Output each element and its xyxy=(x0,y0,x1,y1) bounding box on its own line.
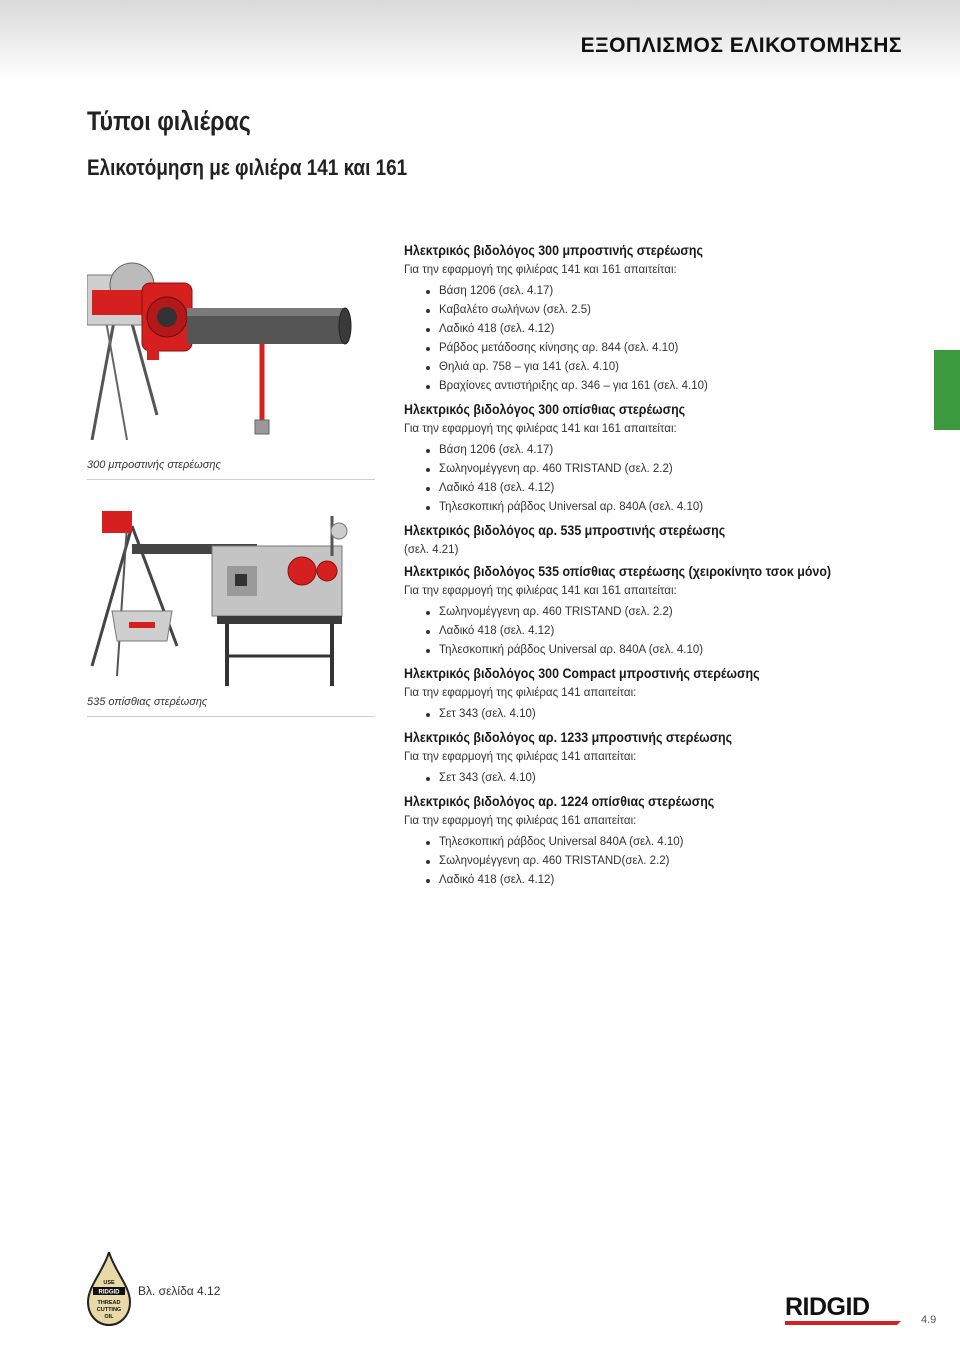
machine-section-intro: (σελ. 4.21) xyxy=(404,544,459,556)
machine-section-title: Ηλεκτρικός βιδολόγος αρ. 1224 οπίσθιας στερέωσης xyxy=(404,794,715,809)
requirement-list xyxy=(404,769,884,788)
machine-section-intro: Για την εφαρμογή της φιλιέρας 141 απαιτείται: xyxy=(404,687,637,699)
machine-requirements-list xyxy=(404,243,884,896)
list-item: Τηλεσκοπική ράβδος Universal αρ. 840A (σελ. 4.10) xyxy=(404,498,884,517)
figure-caption-1: 300 μπροστινής στερέωσης xyxy=(87,459,375,480)
machine-section xyxy=(404,564,884,660)
machine-section xyxy=(404,243,884,396)
list-item: Ράβδος μετάδοσης κίνησης αρ. 844 (σελ. 4.10) xyxy=(404,339,884,358)
page-title: Τύποι φιλιέρας xyxy=(87,106,251,136)
list-item: Σωληνομέγγενη αρ. 460 TRISTAND (σελ. 2.2) xyxy=(404,603,884,622)
see-page-reference: Βλ. σελίδα 4.12 xyxy=(138,1284,221,1298)
chapter-tab xyxy=(934,350,960,430)
oil-badge-line: CUTTING xyxy=(96,1307,122,1313)
product-photo-300-front xyxy=(87,245,352,440)
list-item: Τηλεσκοπική ράβδος Universal αρ. 840A (σελ. 4.10) xyxy=(404,641,884,660)
list-item: Σωληνομέγγενη αρ. 460 TRISTAND (σελ. 2.2) xyxy=(404,460,884,479)
requirement-list xyxy=(404,441,884,517)
machine-section-title: Ηλεκτρικός βιδολόγος 300 μπροστινής στερέωσης xyxy=(404,243,703,258)
list-item: Βάση 1206 (σελ. 4.17) xyxy=(404,441,884,460)
requirement-list xyxy=(404,705,884,724)
oil-badge-line: THREAD xyxy=(97,1300,121,1306)
oil-badge-line: USE xyxy=(103,1280,115,1286)
oil-badge-line: OIL xyxy=(104,1314,114,1320)
list-item: Σετ 343 (σελ. 4.10) xyxy=(404,769,884,788)
list-item: Λαδικό 418 (σελ. 4.12) xyxy=(404,871,884,890)
list-item: Τηλεσκοπική ράβδος Universal 840A (σελ. 4.10) xyxy=(404,833,884,852)
machine-section xyxy=(404,794,884,890)
list-item: Σωληνομέγγενη αρ. 460 TRISTAND(σελ. 2.2) xyxy=(404,852,884,871)
product-photo-535-rear xyxy=(87,496,352,686)
machine-section xyxy=(404,402,884,517)
page-number: 4.9 xyxy=(921,1314,937,1326)
machine-section-intro: Για την εφαρμογή της φιλιέρας 141 και 161 απαιτείται: xyxy=(404,423,677,435)
machine-section xyxy=(404,666,884,724)
list-item: Λαδικό 418 (σελ. 4.12) xyxy=(404,320,884,339)
svg-text:RIDGID: RIDGID xyxy=(785,1293,870,1321)
machine-section-intro: Για την εφαρμογή της φιλιέρας 141 και 161 απαιτείται: xyxy=(404,264,677,276)
machine-section xyxy=(404,730,884,788)
section-header-title: ΕΞΟΠΛΙΣΜΟΣ ΕΛΙΚΟΤΟΜΗΣΗΣ xyxy=(580,34,902,57)
ridgid-logo xyxy=(783,1290,903,1326)
machine-section-title: Ηλεκτρικός βιδολόγος αρ. 1233 μπροστινής στερέωσης xyxy=(404,730,733,745)
requirement-list xyxy=(404,833,884,890)
requirement-list xyxy=(404,603,884,660)
list-item: Βάση 1206 (σελ. 4.17) xyxy=(404,282,884,301)
thread-cutting-oil-icon xyxy=(86,1252,132,1326)
machine-section-intro: Για την εφαρμογή της φιλιέρας 161 απαιτείται: xyxy=(404,815,637,827)
list-item: Θηλιά αρ. 758 – για 141 (σελ. 4.10) xyxy=(404,358,884,377)
requirement-list xyxy=(404,282,884,396)
list-item: Σετ 343 (σελ. 4.10) xyxy=(404,705,884,724)
machine-section-title: Ηλεκτρικός βιδολόγος 535 οπίσθιας στερέωσης (χειροκίνητο τσοκ μόνο) xyxy=(404,564,832,579)
list-item: Λαδικό 418 (σελ. 4.12) xyxy=(404,479,884,498)
page-subtitle: Ελικοτόμηση με φιλιέρα 141 και 161 xyxy=(87,155,408,180)
machine-section-title: Ηλεκτρικός βιδολόγος αρ. 535 μπροστινής στερέωσης xyxy=(404,523,726,538)
oil-badge-line: RIDGID xyxy=(98,1289,120,1296)
list-item: Βραχίονες αντιστήριξης αρ. 346 – για 161 (σελ. 4.10) xyxy=(404,377,884,396)
machine-section-title: Ηλεκτρικός βιδολόγος 300 οπίσθιας στερέωσης xyxy=(404,402,686,417)
list-item: Λαδικό 418 (σελ. 4.12) xyxy=(404,622,884,641)
machine-section-intro: Για την εφαρμογή της φιλιέρας 141 και 161 απαιτείται: xyxy=(404,585,677,597)
figure-caption-2: 535 οπίσθιας στερέωσης xyxy=(87,696,375,717)
machine-section-intro: Για την εφαρμογή της φιλιέρας 141 απαιτείται: xyxy=(404,751,637,763)
machine-section xyxy=(404,523,884,558)
machine-section-title: Ηλεκτρικός βιδολόγος 300 Compact μπροστινής στερέωσης xyxy=(404,666,760,681)
list-item: Καβαλέτο σωλήνων (σελ. 2.5) xyxy=(404,301,884,320)
